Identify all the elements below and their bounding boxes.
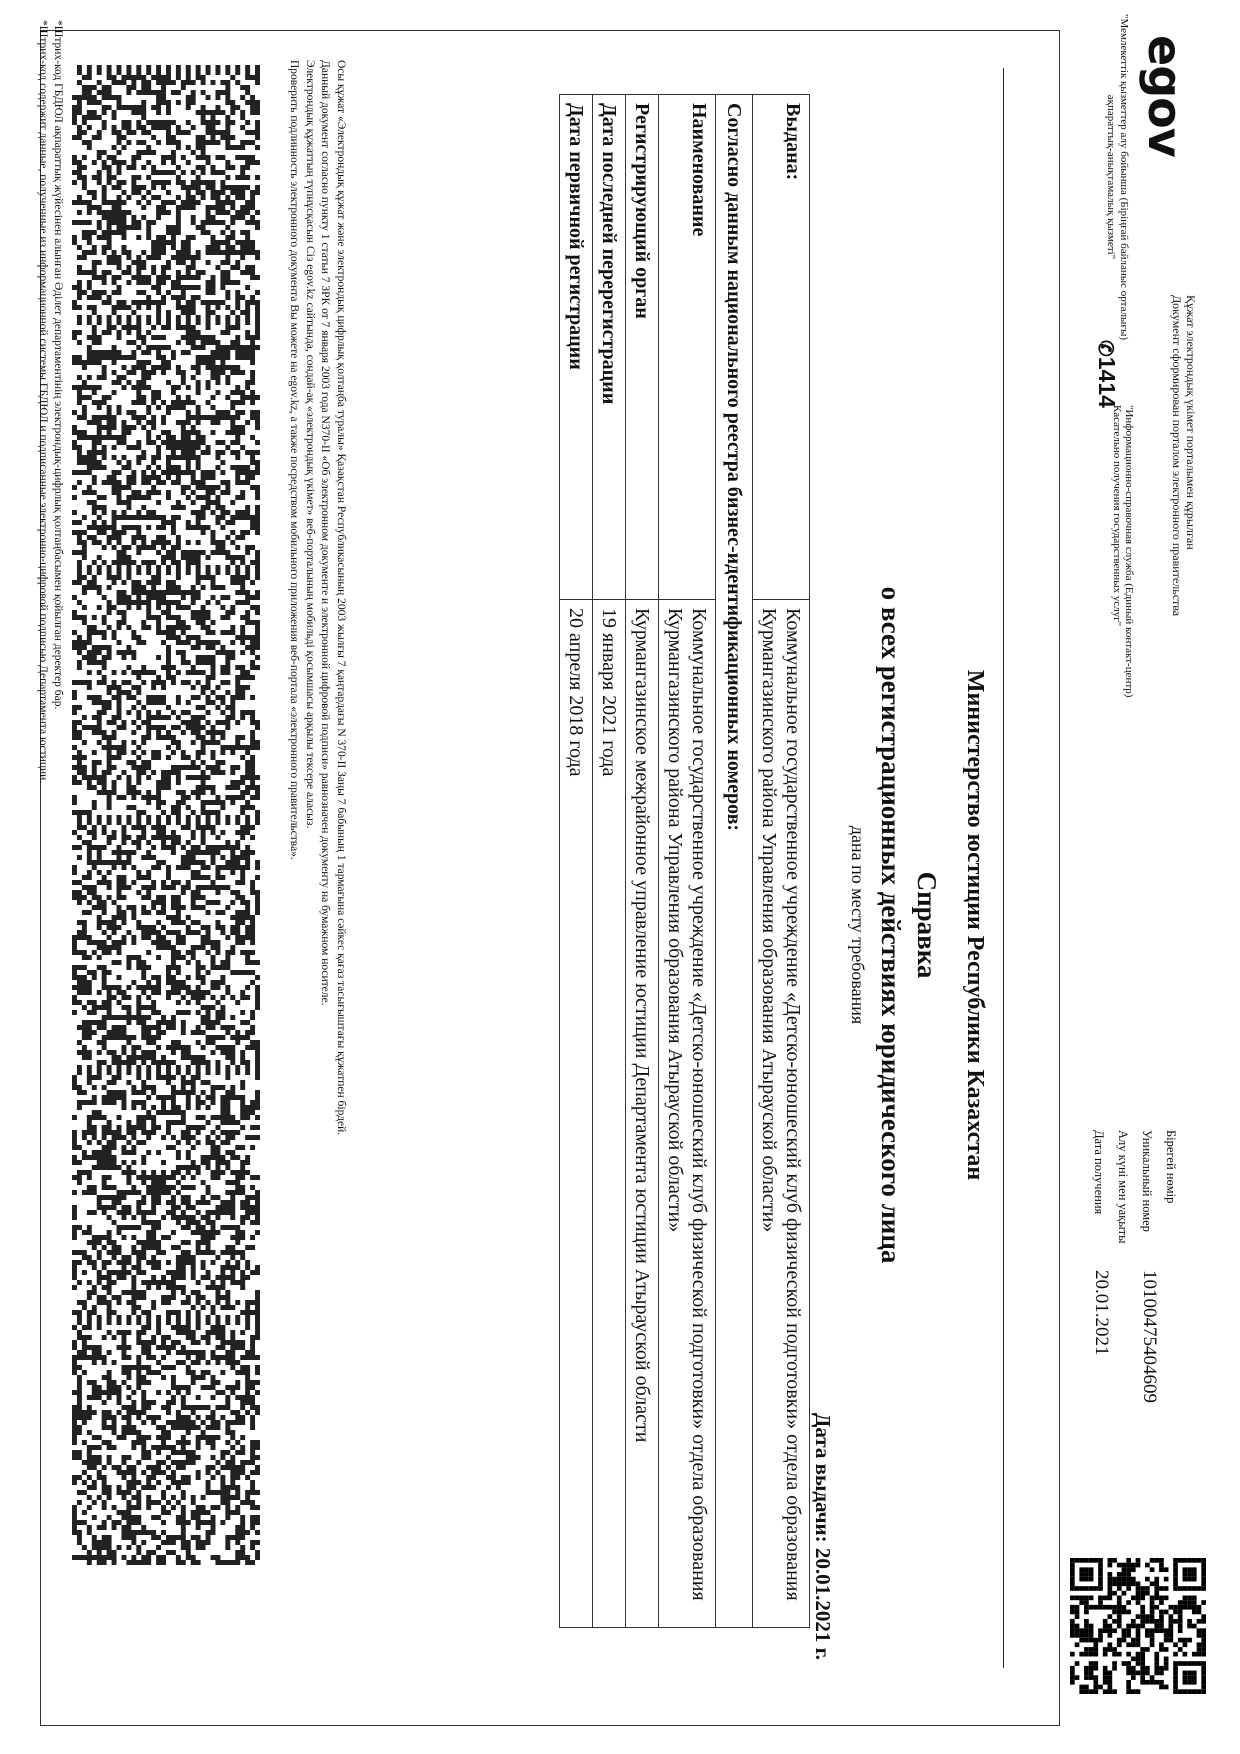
document-ids	[1082, 1130, 1178, 1470]
table-row	[626, 95, 659, 1628]
qr-code	[1070, 1558, 1206, 1694]
name-value: Коммунальное государственное учреждение «Детско-юношеский клуб физической подготовки» отдела образования Курмангазинского района Управления образования Атырауской области»	[659, 600, 716, 1628]
signature-barcode	[72, 65, 260, 1565]
issued-value: Коммунальное государственное учреждение «Детско-юношеский клуб физической подготовки» отдела образования Курмангазинского района Управления образования Атырауской области»	[753, 600, 810, 1628]
section-heading: Согласно данным национального реестра бизнес-идентификационных номеров:	[716, 95, 753, 1628]
received-date-label: Дата получения	[1092, 1130, 1106, 1215]
header-note	[1170, 295, 1198, 1195]
registrar-label: Регистрирующий орган	[626, 95, 659, 600]
issued-label: Выдана:	[753, 95, 810, 600]
egov-service-caption: "Мемлекеттік қызметтер алу бойынша (Біріңғай байланыс орталығы) ақпараттық-анықтамалық қызметі"	[1105, 13, 1130, 341]
egov-logo	[1132, 35, 1192, 335]
table-row	[659, 95, 716, 1628]
unique-number-value: 10100475404609	[1139, 1270, 1160, 1403]
name-label: Наименование	[659, 95, 716, 600]
hotline-description: "Информационно-справочная служба (Единый контакт-центр) Касательно получения государственных услуг"	[1111, 405, 1135, 698]
barcode-footnote-kz: *Штрих-код ГБДЮЛ ақпараттық жүйесінен алынған Әділет департаментінің электрондық-цифрлық қолтаңбасымен қойылған деректер бар.	[52, 20, 64, 710]
first-registration-value: 20 апреля 2018 года	[560, 600, 593, 1628]
barcode-footnotes	[35, 20, 65, 1520]
table-row	[753, 95, 810, 1628]
received-date-value: 20.01.2021	[1091, 1270, 1112, 1356]
last-reregistration-value: 19 января 2021 года	[593, 600, 626, 1628]
registration-table	[559, 94, 810, 1628]
header-divider	[1003, 68, 1004, 1668]
document-subtitle: о всех регистрационных действиях юридического лица	[876, 586, 906, 1264]
header-note-kz: Құжат электрондық үкімет порталымен құрылған	[1184, 295, 1198, 550]
verify-note-kz: Электрондық құжаттың түпнұсқасын Сіз egov.kz сайтында, сондай-ақ «электрондық үкімет» веб-порталының мобильді қосымшасы арқылы тексере аласыз.	[304, 60, 316, 829]
unique-number-label: Уникальный номер	[1140, 1130, 1154, 1232]
table-row	[716, 95, 753, 1628]
verify-note-ru: Проверить подлинность электронного документа Вы можете на egov.kz, а также посредством мобильного приложения веб-портала «электронного правительства».	[288, 60, 301, 860]
legal-note-kz: Осы құжат «Электрондық құжат және электрондық цифрлық қолтаңба туралы» Қазақстан Республикасының 2003 жылғы 7 қаңтардағы N 370-II Заңы 7 бабының 1 тармағына сәйкес қағаз тасығыштағы құжатпен бірдей.	[335, 60, 347, 1136]
ministry-title: Министерство юстиции Республики Казахстан	[962, 669, 988, 1181]
last-reregistration-label: Дата последней перерегистрации	[593, 95, 626, 600]
egov-logo-text: egov	[1138, 35, 1192, 157]
legal-note-ru: Данный документ согласно пункту 1 статьи 7 ЗРК от 7 января 2003 года N370-II «Об электронном документе и электронной цифровой подписи» равнозначен документу на бумажном носителе.	[319, 60, 332, 1006]
table-row	[560, 95, 593, 1628]
document-place: дана по месту требования	[848, 825, 868, 1025]
first-registration-label: Дата первичной регистрации	[560, 95, 593, 600]
document-title: Справка	[912, 871, 942, 979]
registrar-value: Курмангазинское межрайонное управление юстиции Департамента юстиции Атырауской области	[626, 600, 659, 1628]
received-date-label-kz: Алу күні мен уақыты	[1116, 1130, 1130, 1244]
unique-number-row	[1130, 1130, 1160, 1470]
received-date-row	[1082, 1130, 1112, 1470]
header-note-ru: Документ сформирован порталом электронного правительства	[1170, 295, 1184, 617]
hotline-digits: 1414	[1094, 356, 1120, 408]
issue-date: Дата выдачи: 20.01.2021 г.	[811, 1412, 835, 1660]
legal-notes	[286, 60, 348, 1480]
unique-number-label-kz: Бірегей нөмір	[1164, 1130, 1178, 1204]
table-row	[593, 95, 626, 1628]
phone-icon: ✆	[1094, 340, 1116, 357]
barcode-footnote-ru: *Штрих-код содержит данные, полученные из информационной системы ГБДЮЛ и подписанные электронно-цифровой подписью Департамента юстиции.	[37, 20, 49, 784]
